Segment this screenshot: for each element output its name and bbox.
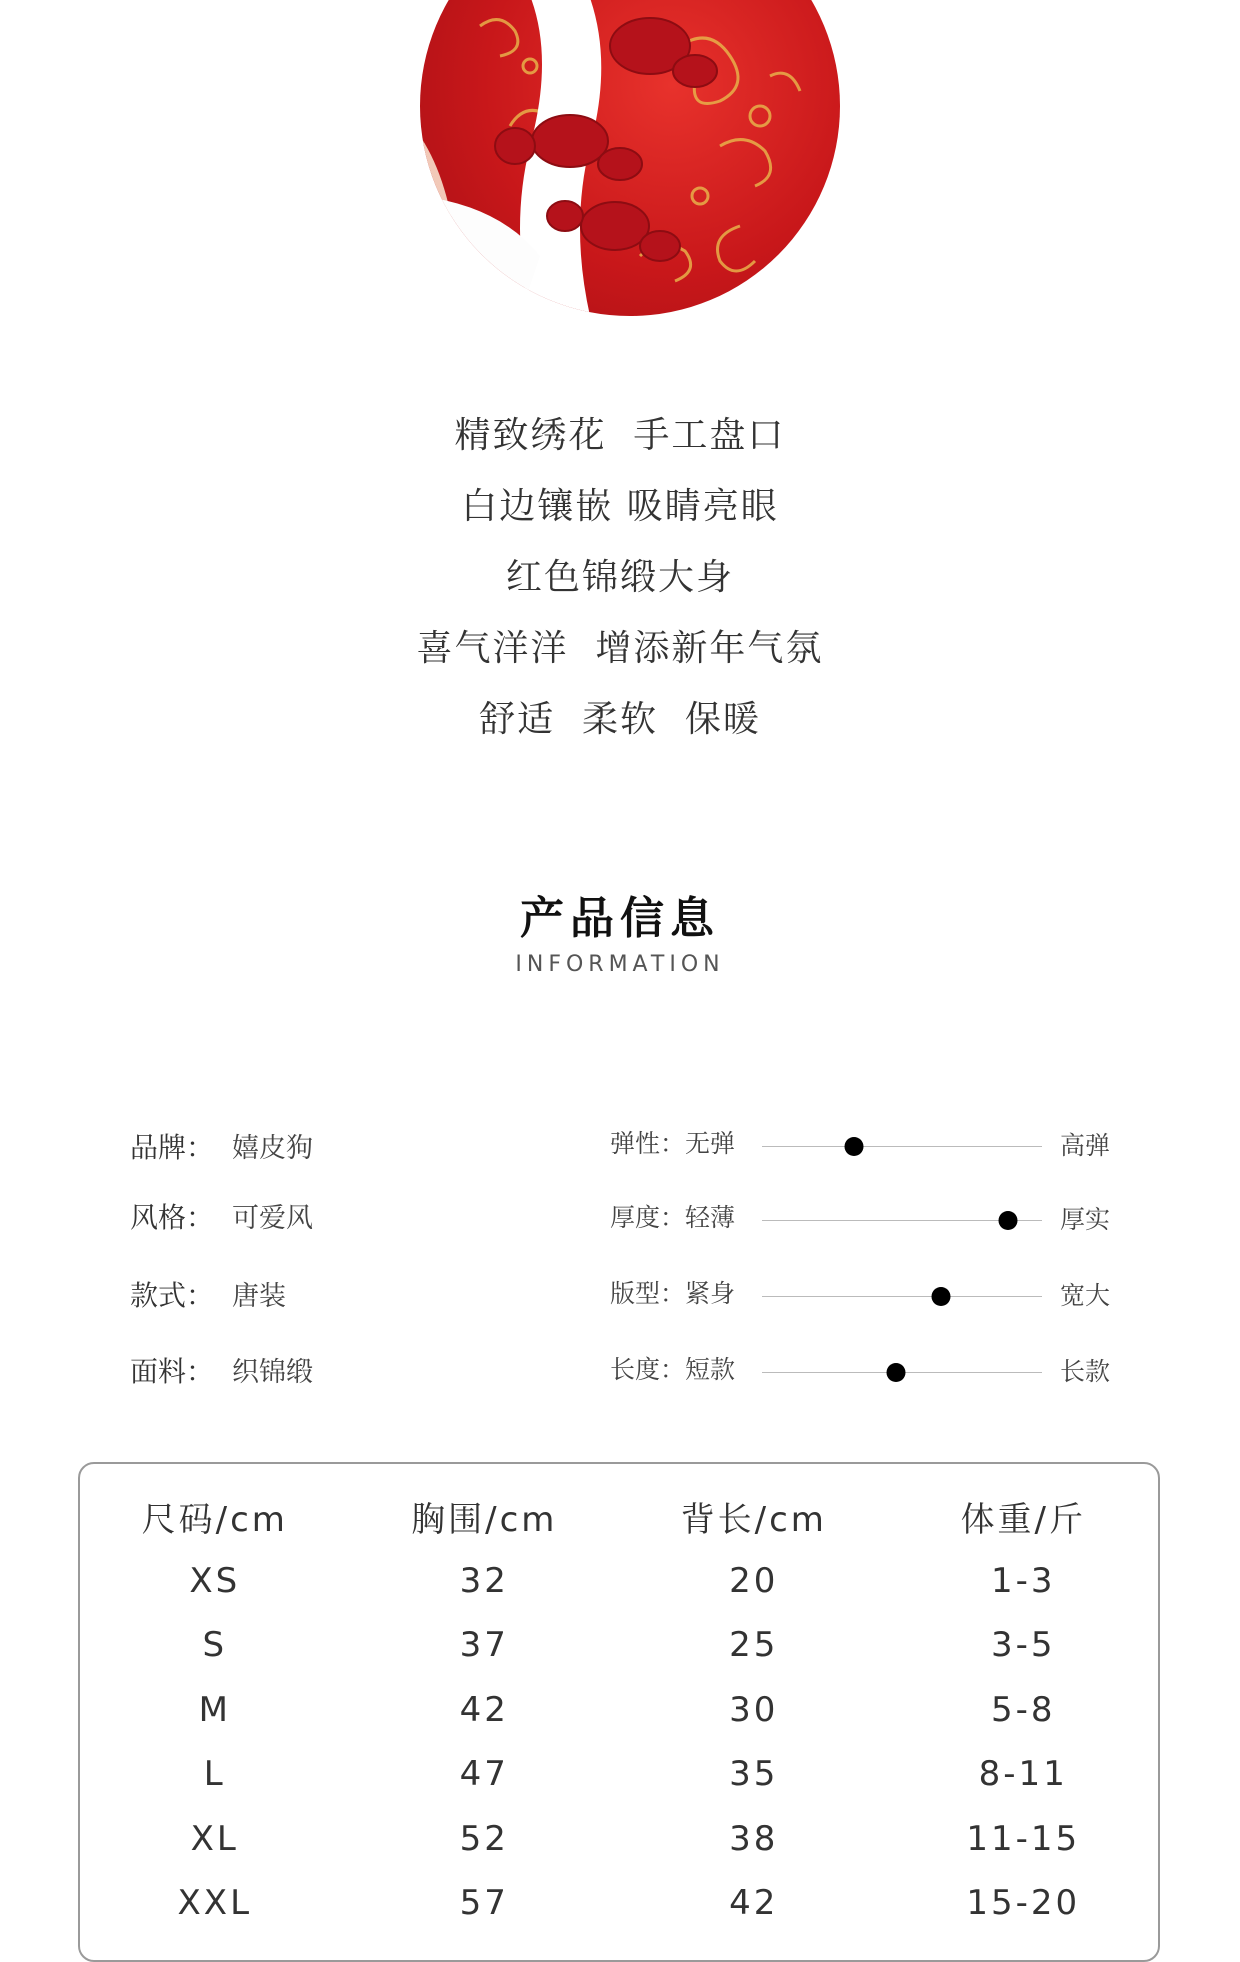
attribute-key: 面料： <box>130 1355 215 1388</box>
table-row <box>80 1742 1158 1807</box>
section-title: 产品信息 <box>520 893 720 944</box>
table-cell: M <box>198 1689 231 1730</box>
scale-dot <box>887 1363 906 1382</box>
table-cell: L <box>203 1754 226 1795</box>
size-table-header <box>80 1484 1158 1549</box>
table-cell: 15-20 <box>966 1883 1081 1924</box>
scale-dot <box>845 1137 864 1156</box>
attribute-value: 可爱风 <box>232 1203 313 1234</box>
attribute-value: 织锦缎 <box>232 1357 313 1388</box>
attribute-type <box>130 1274 286 1314</box>
size-table <box>78 1462 1160 1962</box>
scale-track <box>762 1146 1042 1147</box>
scale-right-label: 长款 <box>1059 1357 1110 1386</box>
table-cell: XS <box>189 1560 241 1601</box>
scale-dot <box>932 1287 951 1306</box>
scale-label: 长度：短款 <box>610 1355 736 1384</box>
attribute-key: 风格： <box>130 1201 215 1234</box>
table-cell: 37 <box>459 1625 509 1666</box>
size-grid <box>80 1484 1158 1936</box>
header-cell: 背长/cm <box>680 1499 827 1540</box>
section-subtitle: INFORMATION <box>515 952 725 977</box>
table-row <box>80 1549 1158 1614</box>
tagline <box>0 400 1240 755</box>
table-cell: 3-5 <box>990 1625 1056 1666</box>
table-cell: S <box>202 1625 228 1666</box>
product-photo <box>420 0 840 316</box>
table-row <box>80 1678 1158 1743</box>
scale-elasticity <box>610 1124 1110 1164</box>
table-cell: 1-3 <box>990 1560 1056 1601</box>
tagline-line: 白边镶嵌 吸睛亮眼 <box>461 486 779 527</box>
table-cell: 52 <box>459 1818 509 1859</box>
header-cell: 胸围/cm <box>411 1499 558 1540</box>
scale-thickness <box>610 1198 1110 1238</box>
header-cell: 体重/斤 <box>960 1499 1086 1540</box>
table-cell: 11-15 <box>966 1818 1081 1859</box>
scale-fit <box>610 1274 1110 1314</box>
scale-track <box>762 1372 1042 1373</box>
table-cell: 5-8 <box>990 1689 1056 1730</box>
scale-right-label: 宽大 <box>1059 1281 1110 1310</box>
tagline-line: 红色锦缎大身 <box>505 557 734 598</box>
table-cell: XL <box>190 1818 239 1859</box>
scale-label: 版型：紧身 <box>610 1279 736 1308</box>
scale-track <box>762 1220 1042 1221</box>
table-cell: 42 <box>729 1883 779 1924</box>
scale-label: 厚度：轻薄 <box>610 1203 736 1232</box>
table-cell: 35 <box>729 1754 779 1795</box>
table-cell: 38 <box>729 1818 779 1859</box>
scale-right-label: 高弹 <box>1059 1131 1110 1160</box>
table-cell: 20 <box>729 1560 779 1601</box>
attribute-value: 嬉皮狗 <box>232 1133 313 1164</box>
scale-length <box>610 1350 1110 1390</box>
attribute-brand <box>130 1126 313 1166</box>
tagline-line: 精致绣花 手工盘口 <box>454 415 786 456</box>
attribute-fabric <box>130 1350 313 1390</box>
table-cell: 42 <box>459 1689 509 1730</box>
table-row <box>80 1807 1158 1872</box>
scale-label: 弹性：无弹 <box>610 1129 736 1158</box>
table-cell: XXL <box>177 1883 253 1924</box>
attribute-key: 品牌： <box>130 1131 215 1164</box>
table-cell: 30 <box>729 1689 779 1730</box>
attribute-value: 唐装 <box>232 1281 286 1312</box>
table-cell: 25 <box>729 1625 779 1666</box>
attribute-key: 款式： <box>130 1279 215 1312</box>
scale-track <box>762 1296 1042 1297</box>
table-cell: 32 <box>459 1560 509 1601</box>
attribute-style <box>130 1196 313 1236</box>
scale-right-label: 厚实 <box>1059 1205 1110 1234</box>
tagline-line: 喜气洋洋 增添新年气氛 <box>416 628 824 669</box>
table-cell: 57 <box>459 1883 509 1924</box>
tagline-line: 舒适 柔软 保暖 <box>479 699 761 740</box>
table-row <box>80 1613 1158 1678</box>
pet-tang-suit-photo <box>420 0 840 316</box>
header-cell: 尺码/cm <box>141 1499 288 1540</box>
table-cell: 47 <box>459 1754 509 1795</box>
scale-dot <box>999 1211 1018 1230</box>
table-cell: 8-11 <box>978 1754 1068 1795</box>
table-row <box>80 1871 1158 1936</box>
